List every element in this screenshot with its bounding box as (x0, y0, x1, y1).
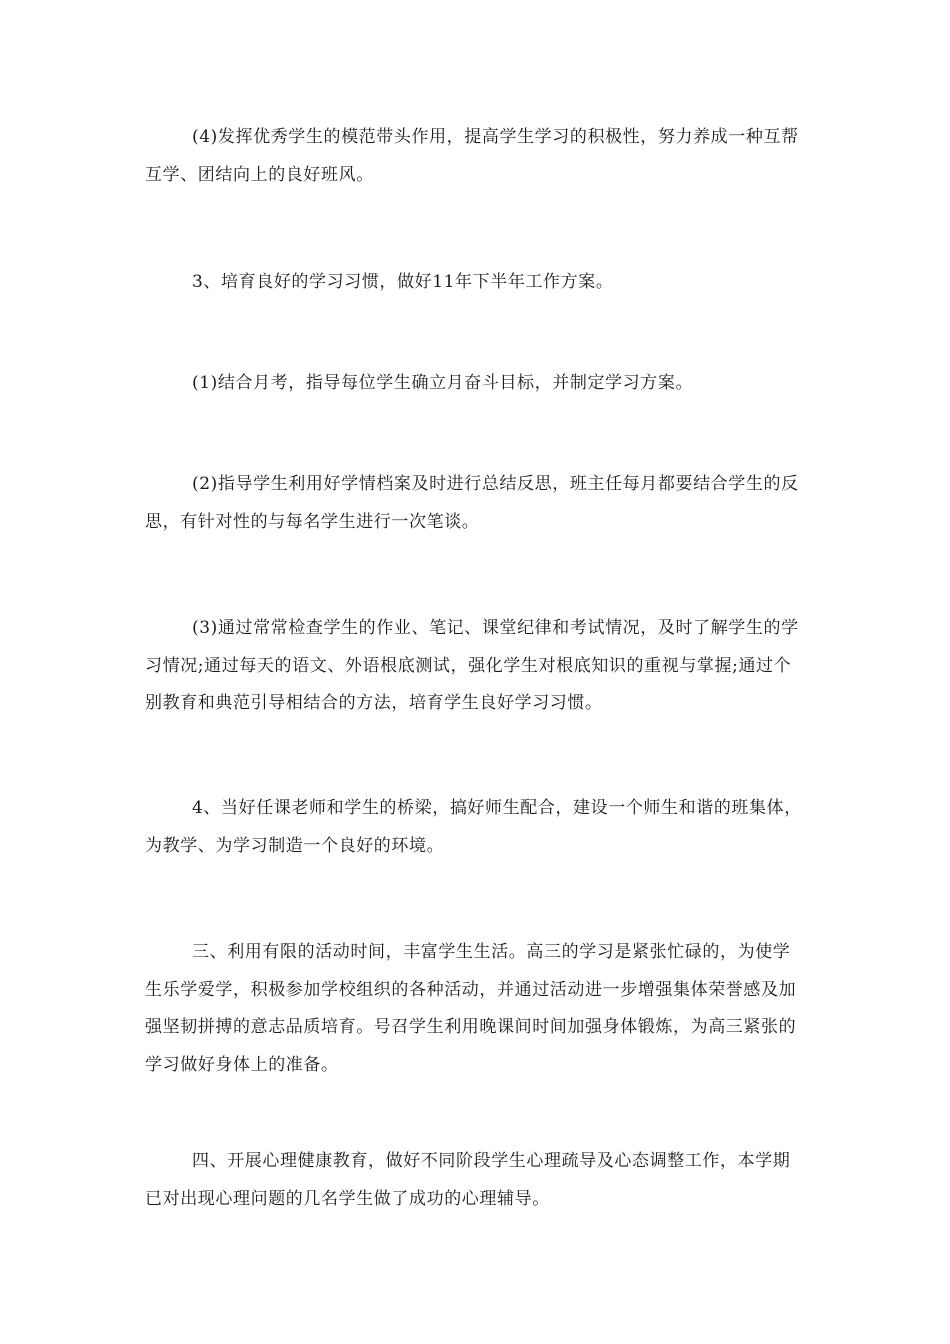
paragraph-item-2-reflection: (2)指导学生利用好学情档案及时进行总结反思，班主任每月都要结合学生的反思，有针对性的与每名学生进行一次笔谈。 (145, 474, 799, 532)
paragraph-section-4-bridge: 4、当好任课老师和学生的桥梁，搞好师生配合，建设一个师生和谐的班集体，为教学、为学习制造一个良好的环境。 (145, 798, 802, 856)
paragraph-part-4-mental-health: 四、开展心理健康教育，做好不同阶段学生心理疏导及心态调整工作，本学期已对出现心理问题的几名学生做了成功的心理辅导。 (145, 1151, 791, 1209)
paragraph-section-3-study-habits: 3、培育良好的学习习惯，做好11年下半年工作方案。 (192, 272, 614, 292)
paragraph-item-3-inspection: (3)通过常常检查学生的作业、笔记、课堂纪律和考试情况，及时了解学生的学习情况;通过每天的语文、外语根底测试，强化学生对根底知识的重视与掌握;通过个别教育和典范引导相结合的方法，培育学生良好学习习惯。 (145, 618, 799, 713)
paragraph-part-3-activities: 三、利用有限的活动时间，丰富学生生活。高三的学习是紧张忙碌的，为使学生乐学爱学，积极参加学校组织的各种活动，并通过活动进一步增强集体荣誉感及加强坚韧拼搏的意志品质培育。号召学生利用晚课间时间加强身体锻炼，为高三紧张的学习做好身体上的准备。 (145, 942, 797, 1075)
paragraph-item-1-monthly-goals: (1)结合月考，指导每位学生确立月奋斗目标，并制定学习方案。 (192, 373, 694, 393)
paragraph-item-4-role-model: (4)发挥优秀学生的模范带头作用，提高学生学习的积极性，努力养成一种互帮互学、团结向上的良好班风。 (145, 127, 799, 185)
